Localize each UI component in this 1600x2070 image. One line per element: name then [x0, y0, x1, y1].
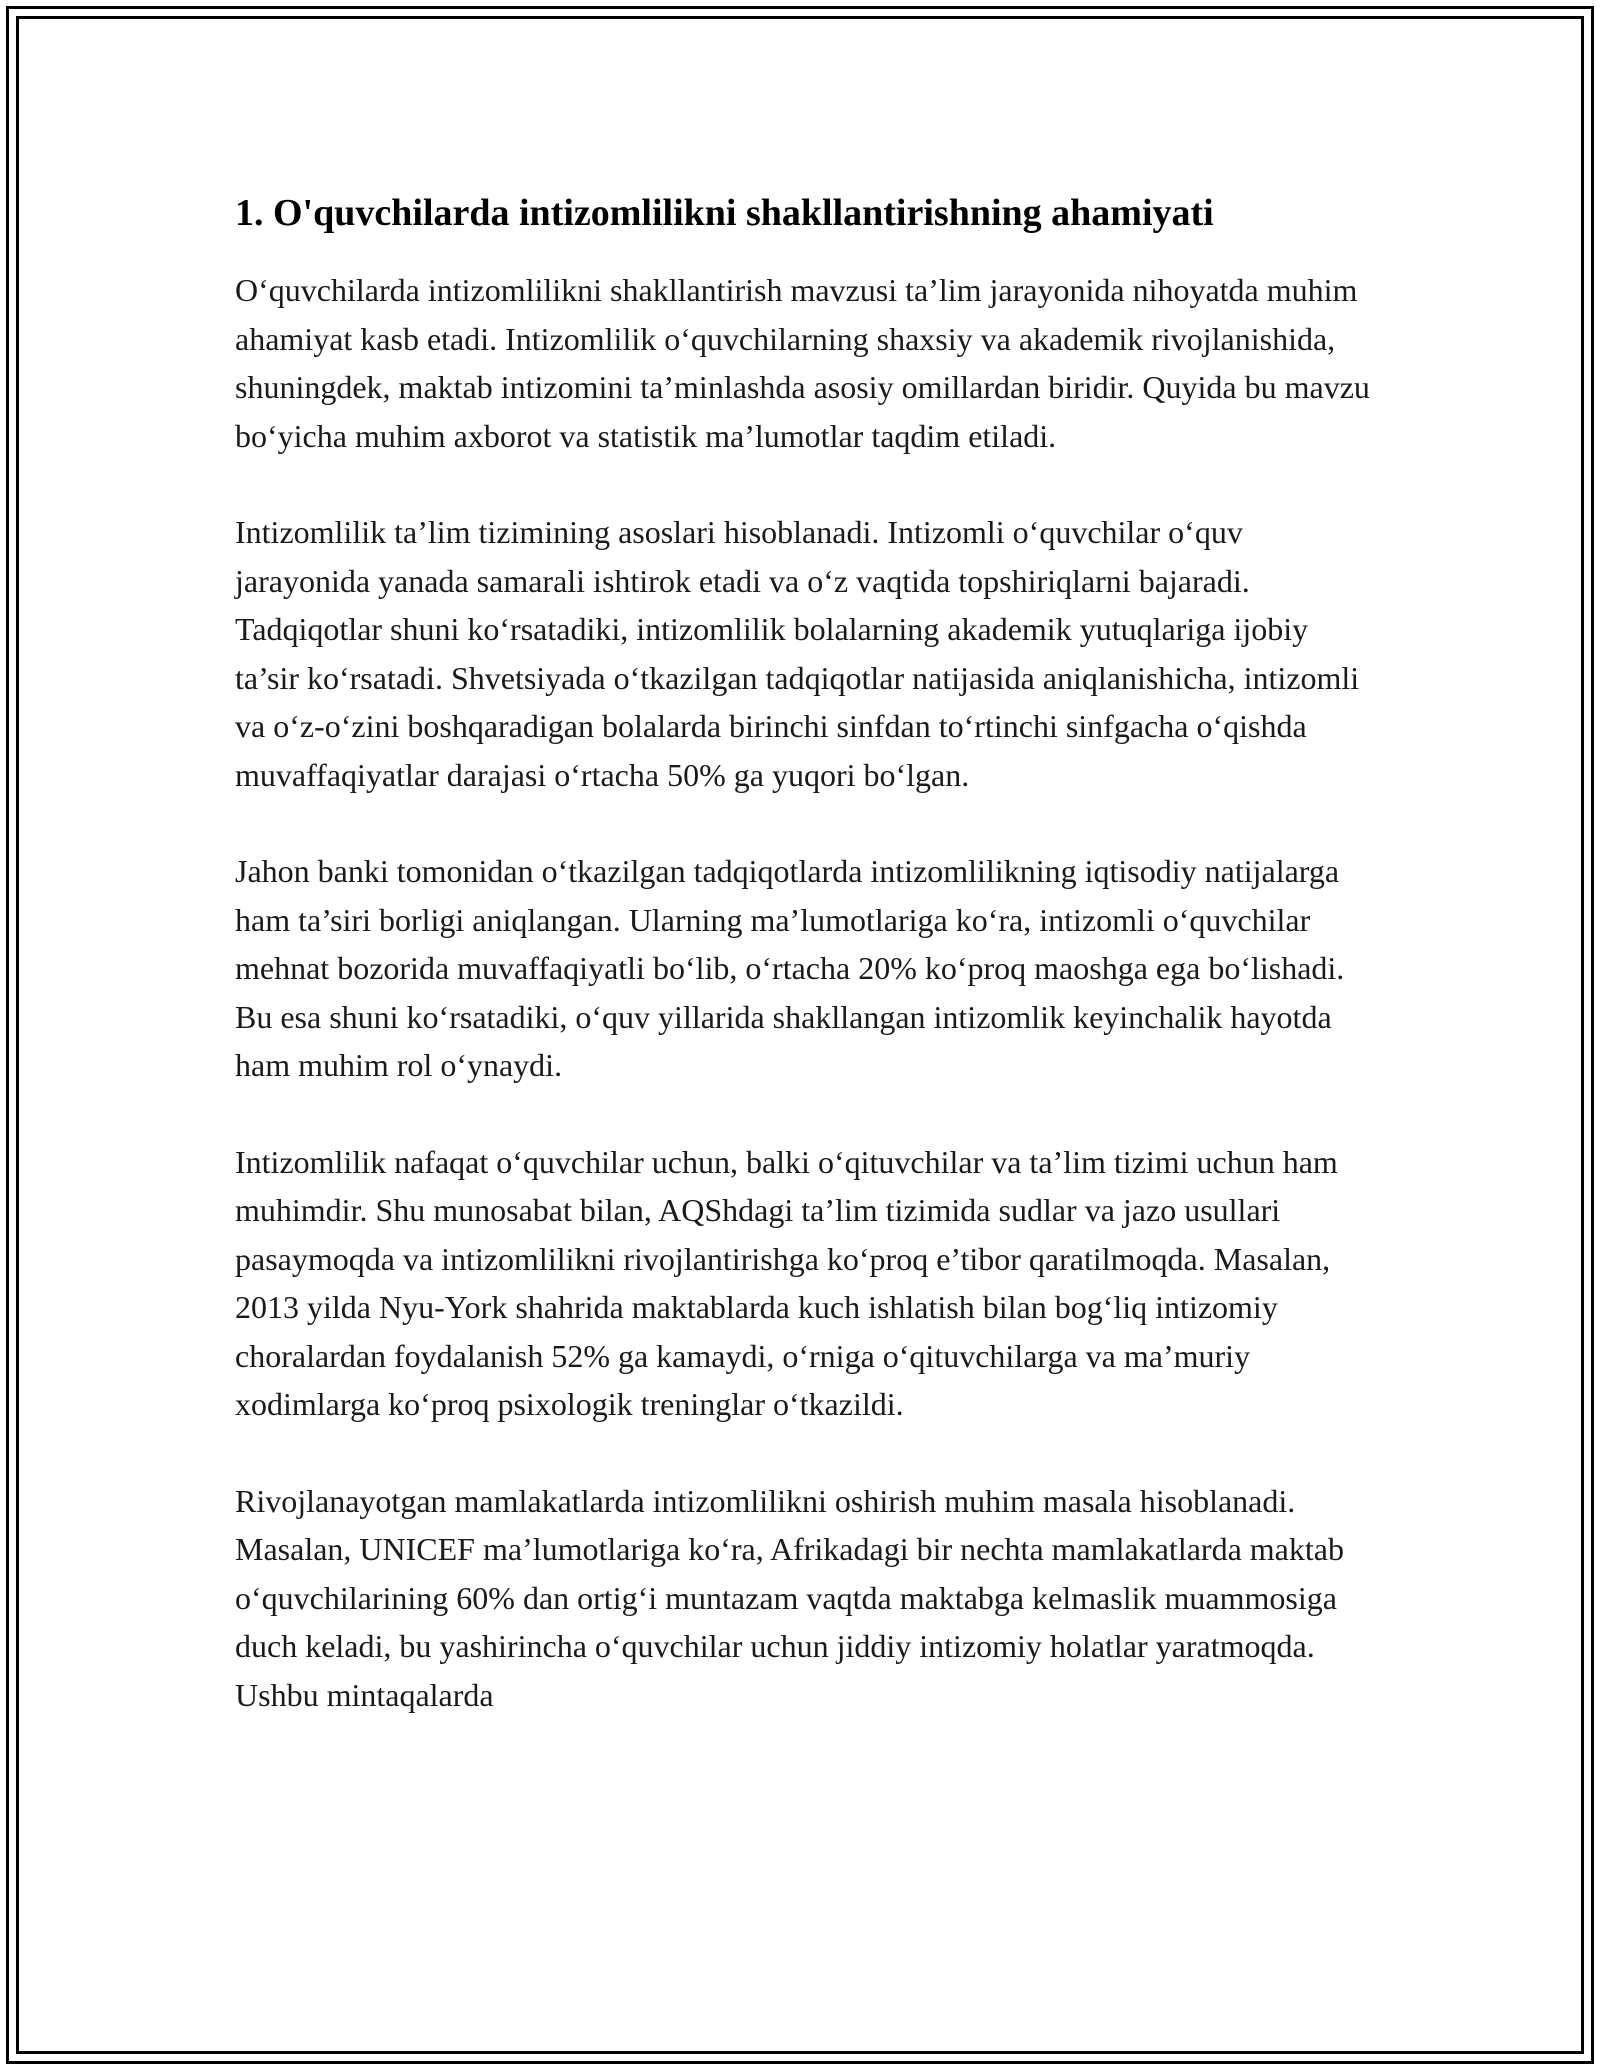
page-title: 1. O'quvchilarda intizomlilikni shakllantirishning ahamiyati — [235, 192, 1214, 234]
document-body — [235, 186, 1375, 1767]
paragraph-teachers-system: Intizomlilik nafaqat o‘quvchilar uchun, balki o‘qituvchilar va ta’lim tizimi uchun ham muhimdir. Shu munosabat bilan, AQShdagi ta’lim tizimida sudlar va jazo usullari pasaymoqda va intizomlilikni rivojlantirishga ko‘proq e’tibor qaratilmoqda. Masalan, 2013 yilda Nyu-York shahrida maktablarda kuch ishlatish bilan bog‘liq intizomiy choralardan foydalanish 52% ga kamaydi, o‘rniga o‘qituvchilarga va ma’muriy xodimlarga ko‘proq psixologik treninglar o‘tkazildi. — [235, 1143, 1338, 1422]
paragraph-world-bank: Jahon banki tomonidan o‘tkazilgan tadqiqotlarda intizomlilikning iqtisodiy natijalarga ham ta’siri borligi aniqlangan. Ularning ma’lumotlariga ko‘ra, intizomli o‘quvchilar mehnat bozorida muvaffaqiyatli bo‘lib, o‘rtacha 20% ko‘proq maoshga ega bo‘lishadi. Bu esa shuni ko‘rsatadiki, o‘quv yillarida shakllangan intizomlik keyinchalik hayotda ham muhim rol o‘ynaydi. — [235, 853, 1345, 1083]
paragraph-importance: O‘quvchilarda intizomlilikni shakllantirish mavzusi ta’lim jarayonida nihoyatda muhim ahamiyat kasb etadi. Intizomlilik o‘quvchilarning shaxsiy va akademik rivojlanishida, shuningdek, maktab intizomini ta’minlashda asosiy omillardan biridir. Quyida bu mavzu bo‘yicha muhim axborot va statistik ma’lumotlar taqdim etiladi. — [235, 272, 1370, 454]
paragraph-education-foundation: Intizomlilik ta’lim tizimining asoslari hisoblanadi. Intizomli o‘quvchilar o‘quv jarayonida yanada samarali ishtirok etadi va o‘z vaqtida topshiriqlarni bajaradi. Tadqiqotlar shuni ko‘rsatadiki, intizomlilik bolalarning akademik yutuqlariga ijobiy ta’sir ko‘rsatadi. Shvetsiyada o‘tkazilgan tadqiqotlar natijasida aniqlanishicha, intizomli va o‘z-o‘zini boshqaradigan bolalarda birinchi sinfdan to‘rtinchi sinfgacha o‘qishda muvaffaqiyatlar darajasi o‘rtacha 50% ga yuqori bo‘lgan. — [235, 514, 1360, 793]
paragraph-developing-countries: Rivojlanayotgan mamlakatlarda intizomlilikni oshirish muhim masala hisoblanadi. Masalan, UNICEF ma’lumotlariga ko‘ra, Afrikadagi bir nechta mamlakatlarda maktab o‘quvchilarining 60% dan ortig‘i muntazam vaqtda maktabga kelmaslik muammosiga duch keladi, bu yashirincha o‘quvchilar uchun jiddiy intizomiy holatlar yaratmoqda. Ushbu mintaqalarda — [235, 1482, 1344, 1713]
